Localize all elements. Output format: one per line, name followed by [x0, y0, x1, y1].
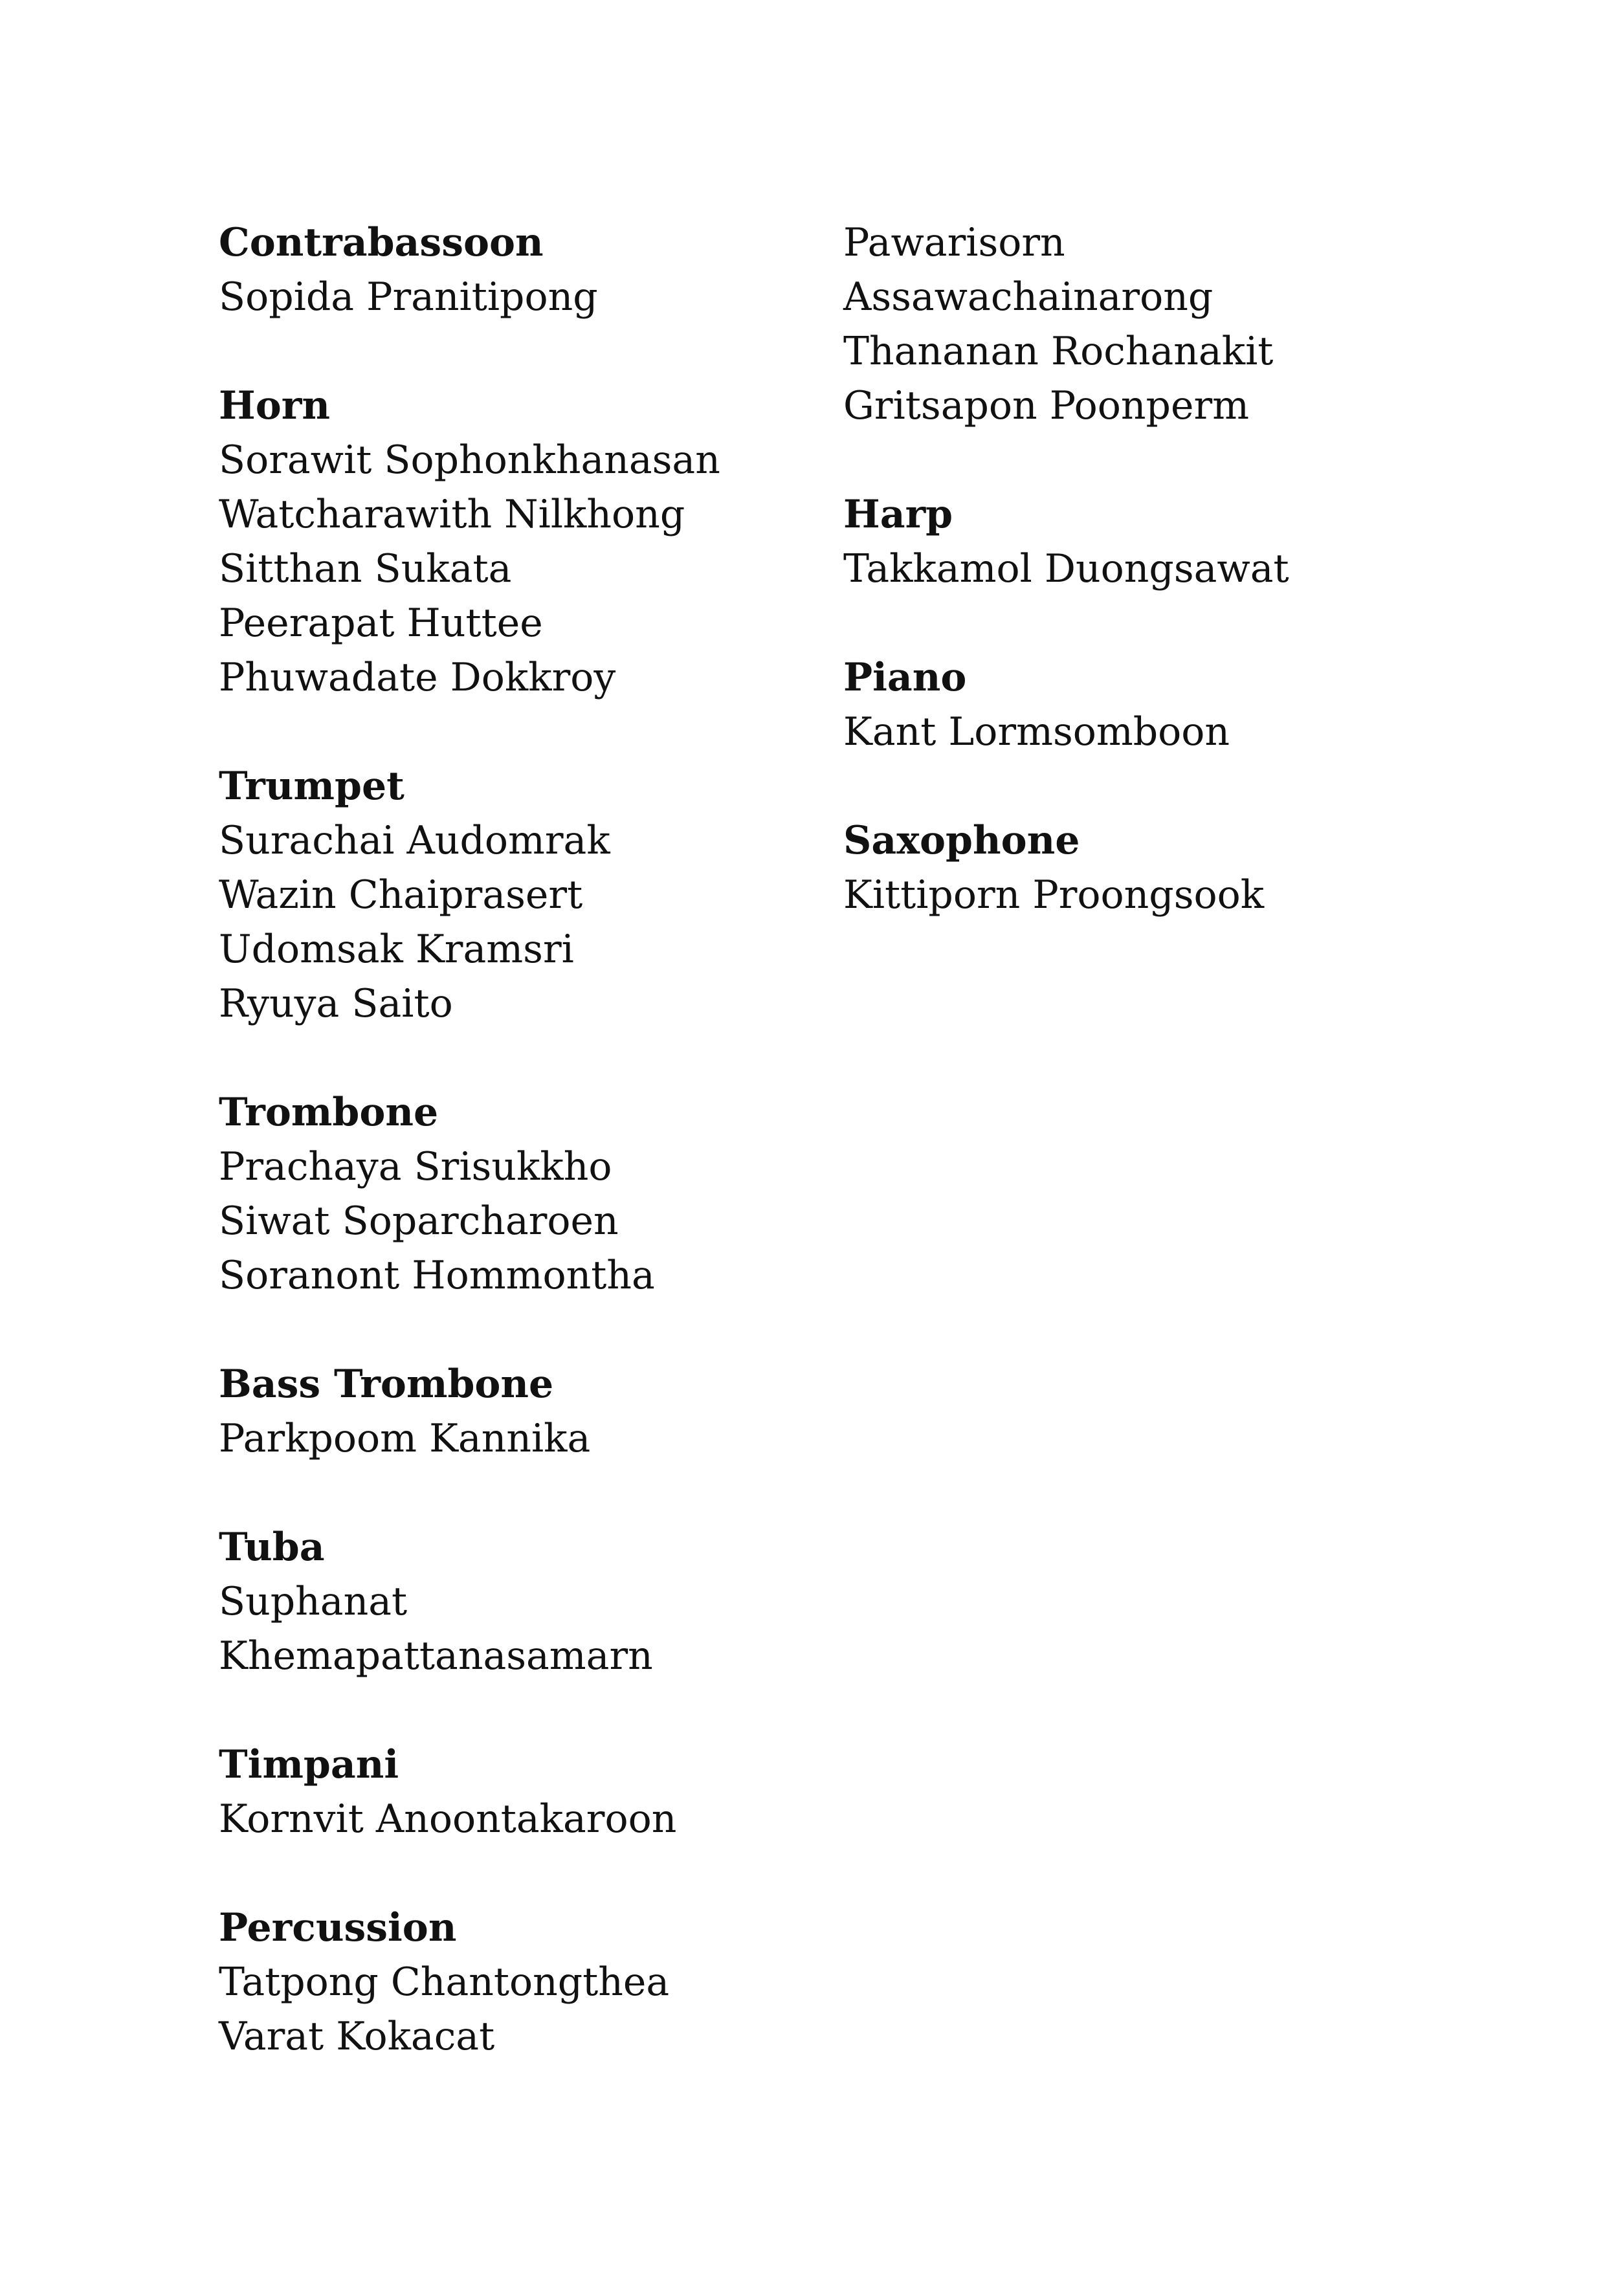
section-heading: Piano: [843, 655, 967, 700]
left-column: [219, 215, 801, 2118]
section-heading: Horn: [219, 383, 330, 428]
section-bass-trombone: [219, 1357, 801, 1466]
member-name: Phuwadate Dokkroy: [219, 655, 616, 700]
member-name: Kittiporn Proongsook: [843, 872, 1265, 918]
section-trombone: [219, 1085, 801, 1303]
member-name: Khemapattanasamarn: [219, 1633, 653, 1679]
section-heading: Contrabassoon: [219, 220, 544, 265]
section-heading: Bass Trombone: [219, 1362, 554, 1407]
member-name: Wazin Chaiprasert: [219, 872, 583, 918]
member-name: Sorawit Sophonkhanasan: [219, 437, 720, 483]
section-heading: Trombone: [219, 1090, 439, 1135]
member-name: Peerapat Huttee: [219, 601, 543, 646]
member-name: Sopida Pranitipong: [219, 274, 598, 320]
section-horn: [219, 379, 801, 705]
section-heading: Harp: [843, 492, 953, 537]
member-name: Kornvit Anoontakaroon: [219, 1796, 677, 1842]
section-timpani: [219, 1738, 801, 1846]
section-contrabassoon: [219, 215, 801, 324]
section-trumpet: [219, 759, 801, 1031]
member-name: Prachaya Srisukkho: [219, 1144, 612, 1189]
member-name: Pawarisorn: [843, 220, 1065, 265]
member-name: Thananan Rochanakit: [843, 329, 1274, 374]
section-heading: Percussion: [219, 1905, 457, 1950]
right-column: [843, 215, 1426, 977]
member-name: Parkpoom Kannika: [219, 1416, 591, 1461]
member-name: Suphanat: [219, 1579, 408, 1624]
section-heading: Trumpet: [219, 764, 404, 809]
member-name: Sitthan Sukata: [219, 546, 512, 591]
member-name: Watcharawith Nilkhong: [219, 492, 685, 537]
member-name: Udomsak Kramsri: [219, 927, 574, 972]
section-percussion: [219, 1901, 801, 2064]
section-harp: [843, 487, 1426, 596]
member-name: Takkamol Duongsawat: [843, 546, 1289, 591]
section-saxophone: [843, 813, 1426, 922]
member-name: Soranont Hommontha: [219, 1253, 655, 1298]
member-name: Kant Lormsomboon: [843, 709, 1230, 755]
section-tuba: [219, 1520, 801, 1683]
member-name: Assawachainarong: [843, 274, 1214, 320]
section-heading: Timpani: [219, 1742, 399, 1787]
member-name: Tatpong Chantongthea: [219, 1959, 670, 2005]
member-name: Gritsapon Poonperm: [843, 383, 1250, 428]
section-heading: Saxophone: [843, 818, 1080, 863]
member-name: Ryuya Saito: [219, 981, 453, 1026]
member-name: Surachai Audomrak: [219, 818, 610, 863]
section-piano: [843, 650, 1426, 759]
member-name: Varat Kokacat: [219, 2014, 495, 2059]
section-continued-names: [843, 215, 1426, 433]
member-name: Siwat Soparcharoen: [219, 1198, 619, 1244]
section-heading: Tuba: [219, 1525, 325, 1570]
